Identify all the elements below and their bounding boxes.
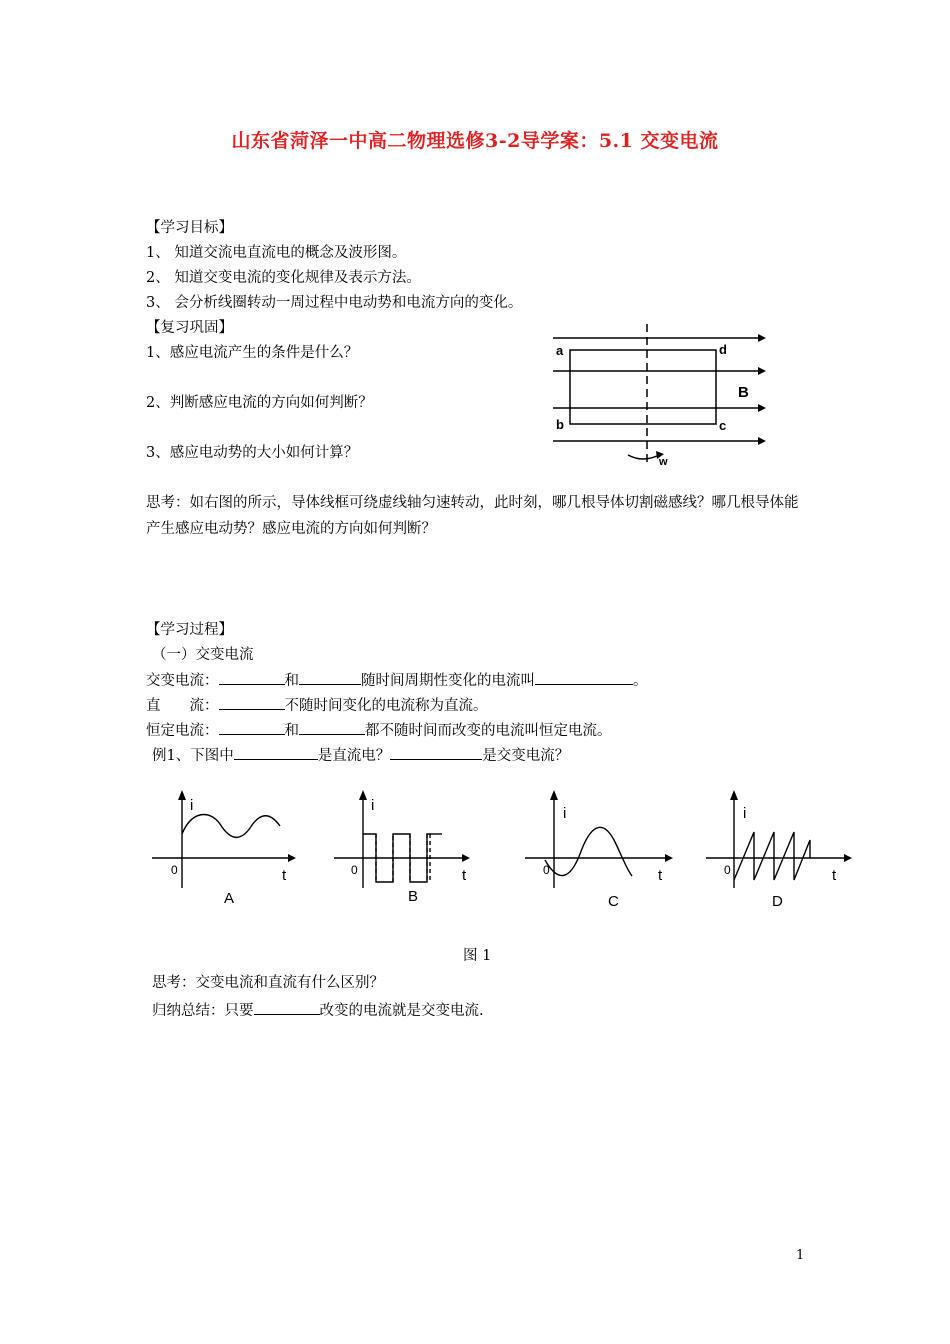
think-2-line: 思考：交变电流和直流有什么区别？ (152, 975, 384, 991)
graph-d-origin: 0 (724, 863, 731, 877)
objective-item-1: 1、 知道交流电直流电的概念及波形图。 (146, 245, 407, 261)
field-arrow-3 (758, 404, 766, 412)
corner-d-label: d (719, 342, 727, 357)
document-title: 山东省菏泽一中高二物理选修3-2导学案：5.1 交变电流 (231, 130, 719, 152)
graph-d-sawtooth (734, 832, 810, 880)
process-subheading: （一）交变电流 (152, 647, 254, 663)
page-number: 1 (796, 1248, 805, 1263)
omega-label: w (659, 456, 668, 468)
graph-a-curve (182, 815, 280, 838)
ac-blank-1[interactable] (219, 670, 285, 685)
review-question-3: 3、感应电动势的大小如何计算？ (146, 445, 359, 461)
graph-c-axis-i: i (563, 805, 567, 822)
field-arrow-1 (758, 334, 766, 342)
rotation-arc (628, 455, 659, 459)
summary-blank[interactable] (254, 1000, 320, 1015)
objective-item-2: 2、 知道交变电流的变化规律及表示方法。 (146, 270, 421, 286)
objective-item-3: 3、 会分析线圈转动一周过程中电动势和电流方向的变化。 (146, 295, 523, 311)
summary-line: 归纳总结：只要 改变的电流就是交变电流. (152, 1000, 484, 1021)
corner-c-label: c (719, 418, 727, 433)
const-blank-2[interactable] (299, 720, 365, 735)
example-1-line: 例1、下图中 是直流电？ 是交变电流？ (152, 745, 569, 766)
ac-definition-line: 交变电流： 和 随时间周期性变化的电流叫 。 (146, 670, 648, 691)
graph-b-axis-t: t (462, 867, 467, 884)
constant-current-line: 恒定电流： 和 都不随时间而改变的电流叫恒定电流。 (146, 720, 612, 741)
field-arrow-2 (758, 367, 766, 375)
graph-b-label: B (408, 888, 419, 905)
field-b-label: B (738, 384, 749, 401)
const-blank-1[interactable] (219, 720, 285, 735)
graph-a-axis-i: i (190, 797, 194, 814)
dc-definition-line: 直 流： 不随时间变化的电流称为直流。 (146, 695, 488, 716)
graph-d-label: D (772, 893, 783, 910)
review-question-1: 1、感应电流产生的条件是什么？ (146, 345, 359, 361)
graph-c-label: C (608, 893, 619, 910)
loop-in-field-figure (548, 322, 770, 472)
graph-b-axis-i: i (371, 797, 375, 814)
review-question-2: 2、判断感应电流的方向如何判断？ (146, 395, 373, 411)
graph-c-curve (545, 827, 632, 876)
graph-a-axis-t: t (282, 867, 287, 884)
graph-d-axis-i: i (743, 805, 747, 822)
review-heading: 【复习巩固】 (146, 320, 233, 336)
process-heading: 【学习过程】 (146, 622, 233, 638)
figure-1-caption: 图 1 (463, 948, 492, 964)
graph-a-label: A (224, 890, 235, 907)
graph-b-origin: 0 (351, 863, 358, 877)
field-arrow-4 (758, 437, 766, 445)
example-blank-1[interactable] (234, 745, 318, 760)
example-blank-2[interactable] (390, 745, 482, 760)
objectives-heading: 【学习目标】 (146, 220, 233, 236)
dc-blank[interactable] (219, 695, 285, 710)
graph-c-origin: 0 (543, 863, 550, 877)
corner-a-label: a (556, 343, 564, 358)
graph-c-axis-t: t (658, 867, 663, 884)
current-graphs-figure (140, 788, 860, 916)
think-paragraph: 思考：如右图的所示，导体线框可绕虚线轴匀速转动，此时刻，哪几根导体切割磁感线？哪几根导体能产生感应电动势？感应电流的方向如何判断？ (146, 495, 799, 537)
graph-d-axis-t: t (832, 867, 837, 884)
graph-a-origin: 0 (171, 863, 178, 877)
wire-frame (570, 350, 716, 424)
corner-b-label: b (556, 417, 564, 432)
ac-blank-3[interactable] (535, 670, 633, 685)
ac-blank-2[interactable] (299, 670, 361, 685)
